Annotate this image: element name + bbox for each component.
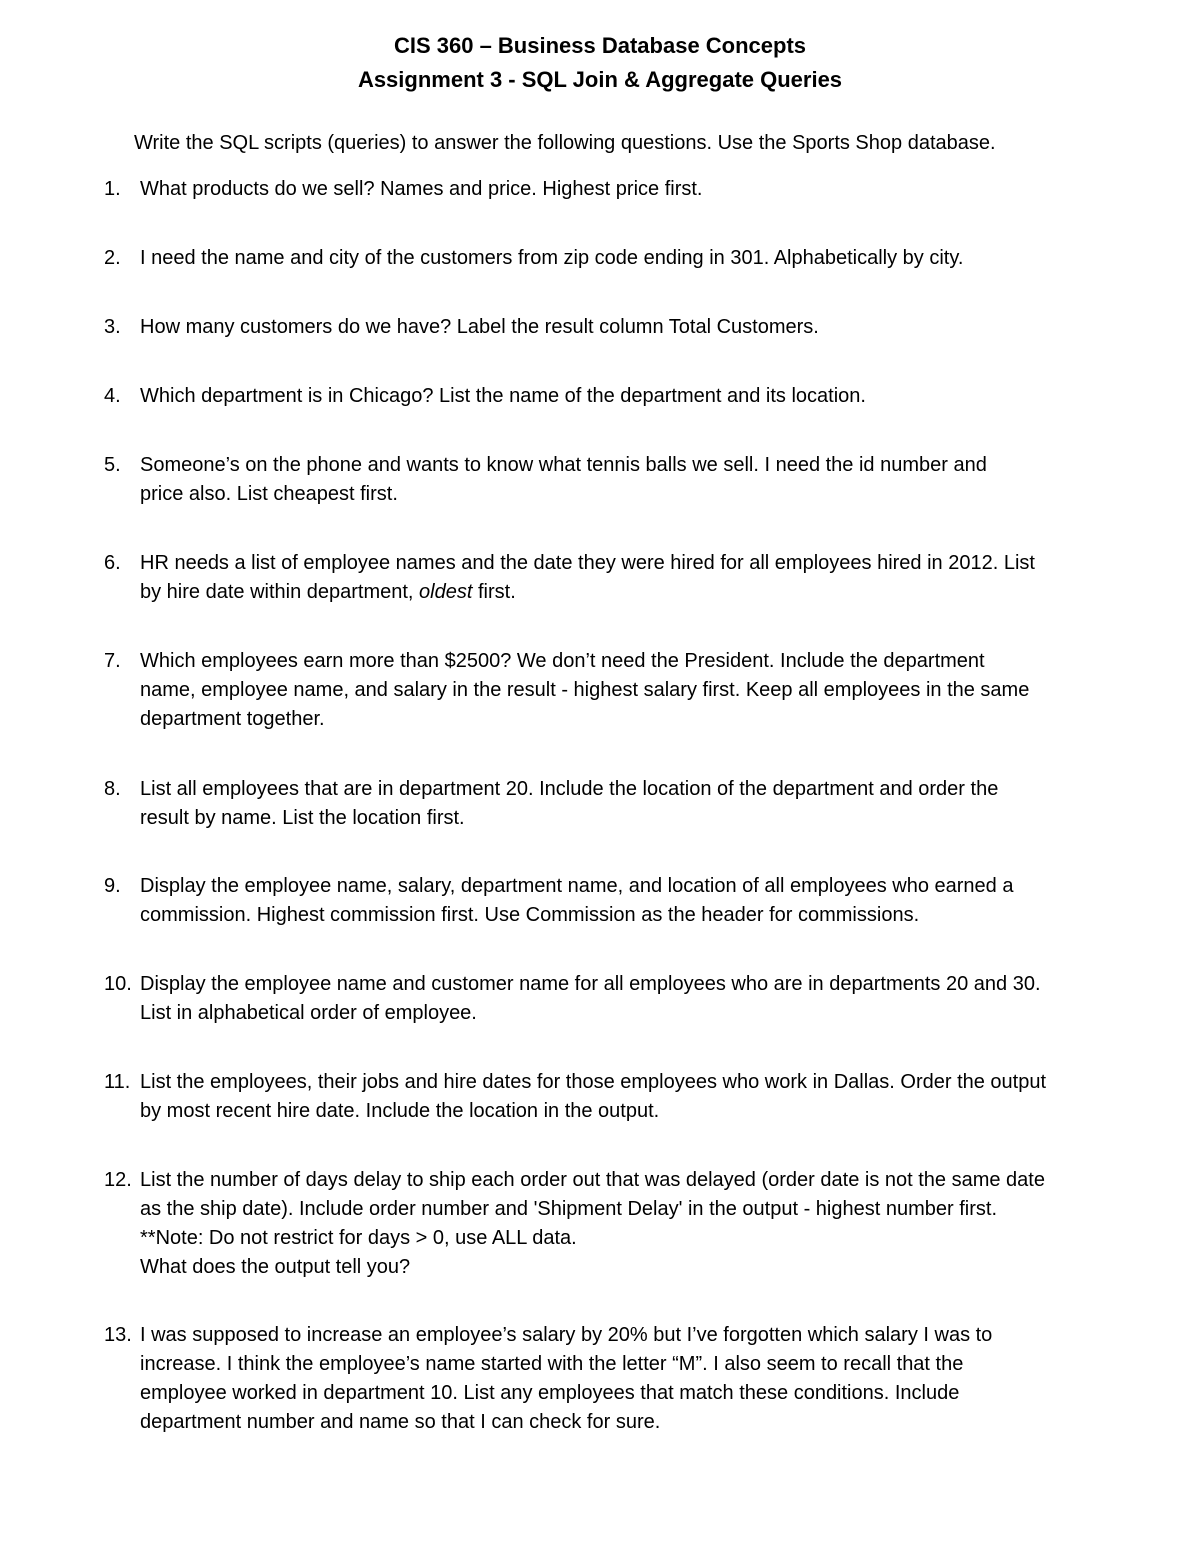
question-number: 5. [104,454,121,476]
question-item-1 [104,175,1164,204]
question-text-line: **Note: Do not restrict for days > 0, use ALL data. [140,1227,577,1249]
question-number: 3. [104,316,121,338]
question-text-line: Display the employee name and customer name for all employees who are in departments 20 and 30. [140,973,1041,995]
question-item-9 [104,872,1164,930]
question-number: 6. [104,552,121,574]
question-text-line: department number and name so that I can check for sure. [140,1411,661,1433]
question-text-line: Which department is in Chicago? List the name of the department and its location. [140,385,866,407]
question-number: 11. [104,1071,131,1093]
question-text-line: What products do we sell? Names and price. Highest price first. [140,178,703,200]
question-text-line: List in alphabetical order of employee. [140,1002,477,1024]
question-number: 7. [104,650,121,672]
question-item-13 [104,1321,1164,1437]
question-number: 2. [104,247,121,269]
question-number: 10. [104,973,132,995]
question-item-5 [104,451,1164,509]
question-item-4 [104,382,1164,411]
question-text-line: I was supposed to increase an employee’s salary by 20% but I’ve forgotten which salary I was to [140,1324,993,1346]
question-text-line: I need the name and city of the customers from zip code ending in 301. Alphabetically by city. [140,247,964,269]
course-title: CIS 360 – Business Database Concepts [393,33,807,58]
question-text-line: How many customers do we have? Label the result column Total Customers. [140,316,819,338]
question-text-line: employee worked in department 10. List any employees that match these conditions. Include [140,1382,960,1404]
question-text-line: Someone’s on the phone and wants to know what tennis balls we sell. I need the id number and [140,454,987,476]
question-number: 12. [104,1169,132,1191]
question-text-line: List all employees that are in department 20. Include the location of the department and order the [140,778,999,800]
question-text-line: price also. List cheapest first. [140,483,398,505]
question-text-line: name, employee name, and salary in the result - highest salary first. Keep all employees in the same [140,679,1030,701]
question-text-line: result by name. List the location first. [140,807,465,829]
question-text-line-with-emphasis [140,578,1164,607]
question-item-6 [104,549,1164,607]
question-text-line: Which employees earn more than $2500? We don’t need the President. Include the department [140,650,985,672]
question-number: 4. [104,385,121,407]
question-item-3 [104,313,1164,342]
question-text-line: increase. I think the employee’s name started with the letter “M”. I also seem to recall that the [140,1353,964,1375]
question-text-line: What does the output tell you? [140,1256,411,1278]
question-text-line: department together. [140,708,325,730]
question-item-10 [104,970,1164,1028]
question-item-11 [104,1068,1164,1126]
question-item-7 [104,647,1164,734]
instructions-text: Write the SQL scripts (queries) to answer the following questions. Use the Sports Shop database. [134,132,996,154]
question-text-line: Display the employee name, salary, department name, and location of all employees who earned a [140,875,1014,897]
assignment-title: Assignment 3 - SQL Join & Aggregate Queries [357,67,843,92]
emphasized-word: oldest [419,581,473,603]
question-number: 13. [104,1324,132,1346]
question-text-segment: first. [472,581,516,603]
question-number: 1. [104,178,121,200]
question-item-8 [104,775,1164,833]
question-item-2 [104,244,1164,273]
question-item-12 [104,1166,1164,1282]
question-text-segment: by hire date within department, [140,581,420,603]
question-text-line: as the ship date). Include order number and 'Shipment Delay' in the output - highest number first. [140,1198,998,1220]
question-text-line: List the number of days delay to ship each order out that was delayed (order date is not the same date [140,1169,1045,1191]
question-text-line: by most recent hire date. Include the location in the output. [140,1100,660,1122]
question-text-line: HR needs a list of employee names and the date they were hired for all employees hired in 2012. List [140,552,1035,574]
question-text-line: List the employees, their jobs and hire dates for those employees who work in Dallas. Order the output [140,1071,1047,1093]
question-number: 9. [104,875,121,897]
question-text-line: commission. Highest commission first. Use Commission as the header for commissions. [140,904,920,926]
question-number: 8. [104,778,121,800]
